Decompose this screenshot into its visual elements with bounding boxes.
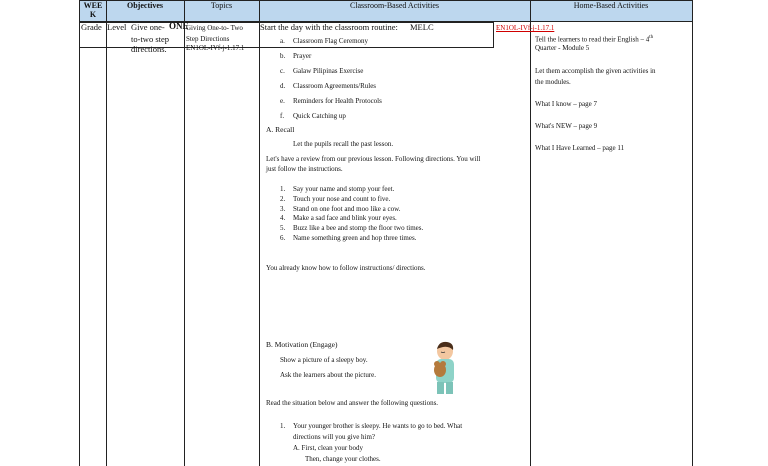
sleepy-boy-illustration (425, 340, 465, 396)
motivation-heading: B. Motivation (Engage) (266, 340, 338, 349)
routine-item: Reminders for Health Protocols (293, 97, 382, 105)
option-a-line2: Then, change your clothes. (305, 455, 381, 463)
home-line1: Tell the learners to read their English – 4th (535, 35, 654, 44)
topic-line1: Giving One-to- Two (186, 24, 243, 32)
review-line1: Let's have a review from our previous lesson. Following directions. You will (266, 155, 481, 163)
header-objectives: Objectives (127, 1, 163, 10)
objective-line3: directions. (131, 44, 167, 54)
instruction-item: Say your name and stomp your feet. (293, 185, 395, 193)
level-label: Level (107, 22, 127, 32)
instruction-num: 3. (280, 204, 286, 213)
routine-item: Prayer (293, 52, 312, 60)
motivation-line2: Ask the learners about the picture. (280, 371, 377, 379)
header-week: WEE K (83, 1, 103, 19)
instruction-num: 2. (280, 194, 286, 203)
home-line2: Quarter - Module 5 (535, 44, 590, 52)
melc-code-link[interactable]: EN1OL-IVf-j-1.17.1 (496, 24, 555, 32)
routine-letter: b. (280, 52, 286, 60)
recall-line: Let the pupils recall the past lesson. (293, 140, 394, 148)
home-line3: Let them accomplish the given activities in (535, 67, 656, 75)
routine-item: Classroom Flag Ceremony (293, 37, 369, 45)
header-classroom: Classroom-Based Activities (349, 1, 440, 10)
home-line5: What I know – page 7 (535, 100, 598, 108)
instruction-item: Make a sad face and blink your eyes. (293, 214, 397, 223)
instruction-item: Buzz like a bee and stomp the floor two times. (293, 224, 424, 233)
header-topics: Topics (210, 1, 233, 10)
home-line6: What's NEW – page 9 (535, 122, 598, 130)
motivation-line1: Show a picture of a sleepy boy. (280, 356, 368, 364)
home-line4: the modules. (535, 78, 571, 86)
instruction-num: 6. (280, 234, 286, 242)
instruction-item: Stand on one foot and moo like a cow. (293, 204, 401, 213)
objective-line2: to-two step (131, 34, 170, 44)
routine-letter: c. (280, 67, 285, 75)
objective-one: ONE (169, 21, 189, 31)
instruction-item: Touch your nose and count to five. (293, 194, 391, 203)
routine-letter: a. (280, 37, 285, 45)
instruction-num: 5. (280, 224, 286, 233)
situation-text: Read the situation below and answer the following questions. (266, 399, 439, 407)
routine-letter: f. (280, 112, 285, 120)
home-line7: What I Have Learned – page 11 (535, 144, 625, 152)
instruction-num: 1. (280, 185, 286, 193)
routine-item: Classroom Agreements/Rules (293, 82, 377, 90)
routine-item: Galaw Pilipinas Exercise (293, 67, 364, 75)
routine-letter: e. (280, 97, 285, 105)
routine-letter: d. (280, 82, 286, 90)
grade-label: Grade (81, 22, 102, 32)
topic-line2: Step Directions (186, 35, 230, 43)
recall-heading: A. Recall (266, 125, 295, 134)
question-line2: directions will you give him? (293, 433, 376, 441)
question-line1: Your younger brother is sleepy. He wants to go to bed. What (293, 422, 463, 430)
closing-text: You already know how to follow instructions/ directions. (266, 264, 426, 272)
melc-label: MELC (410, 22, 434, 32)
start-day-text: Start the day with the classroom routine: (260, 22, 398, 32)
instruction-item: Name something green and hop three times. (293, 234, 417, 242)
review-line2: just follow the instructions. (266, 165, 343, 173)
header-home: Home-Based Activities (573, 1, 649, 10)
topic-code: EN1OL-IVf-j-1.17.1 (186, 44, 245, 52)
question-num: 1. (280, 422, 286, 430)
option-a: A. First, clean your body (293, 444, 363, 452)
objective-line1: Give one- (131, 22, 165, 32)
instruction-num: 4. (280, 214, 286, 223)
routine-item: Quick Catching up (293, 112, 346, 120)
